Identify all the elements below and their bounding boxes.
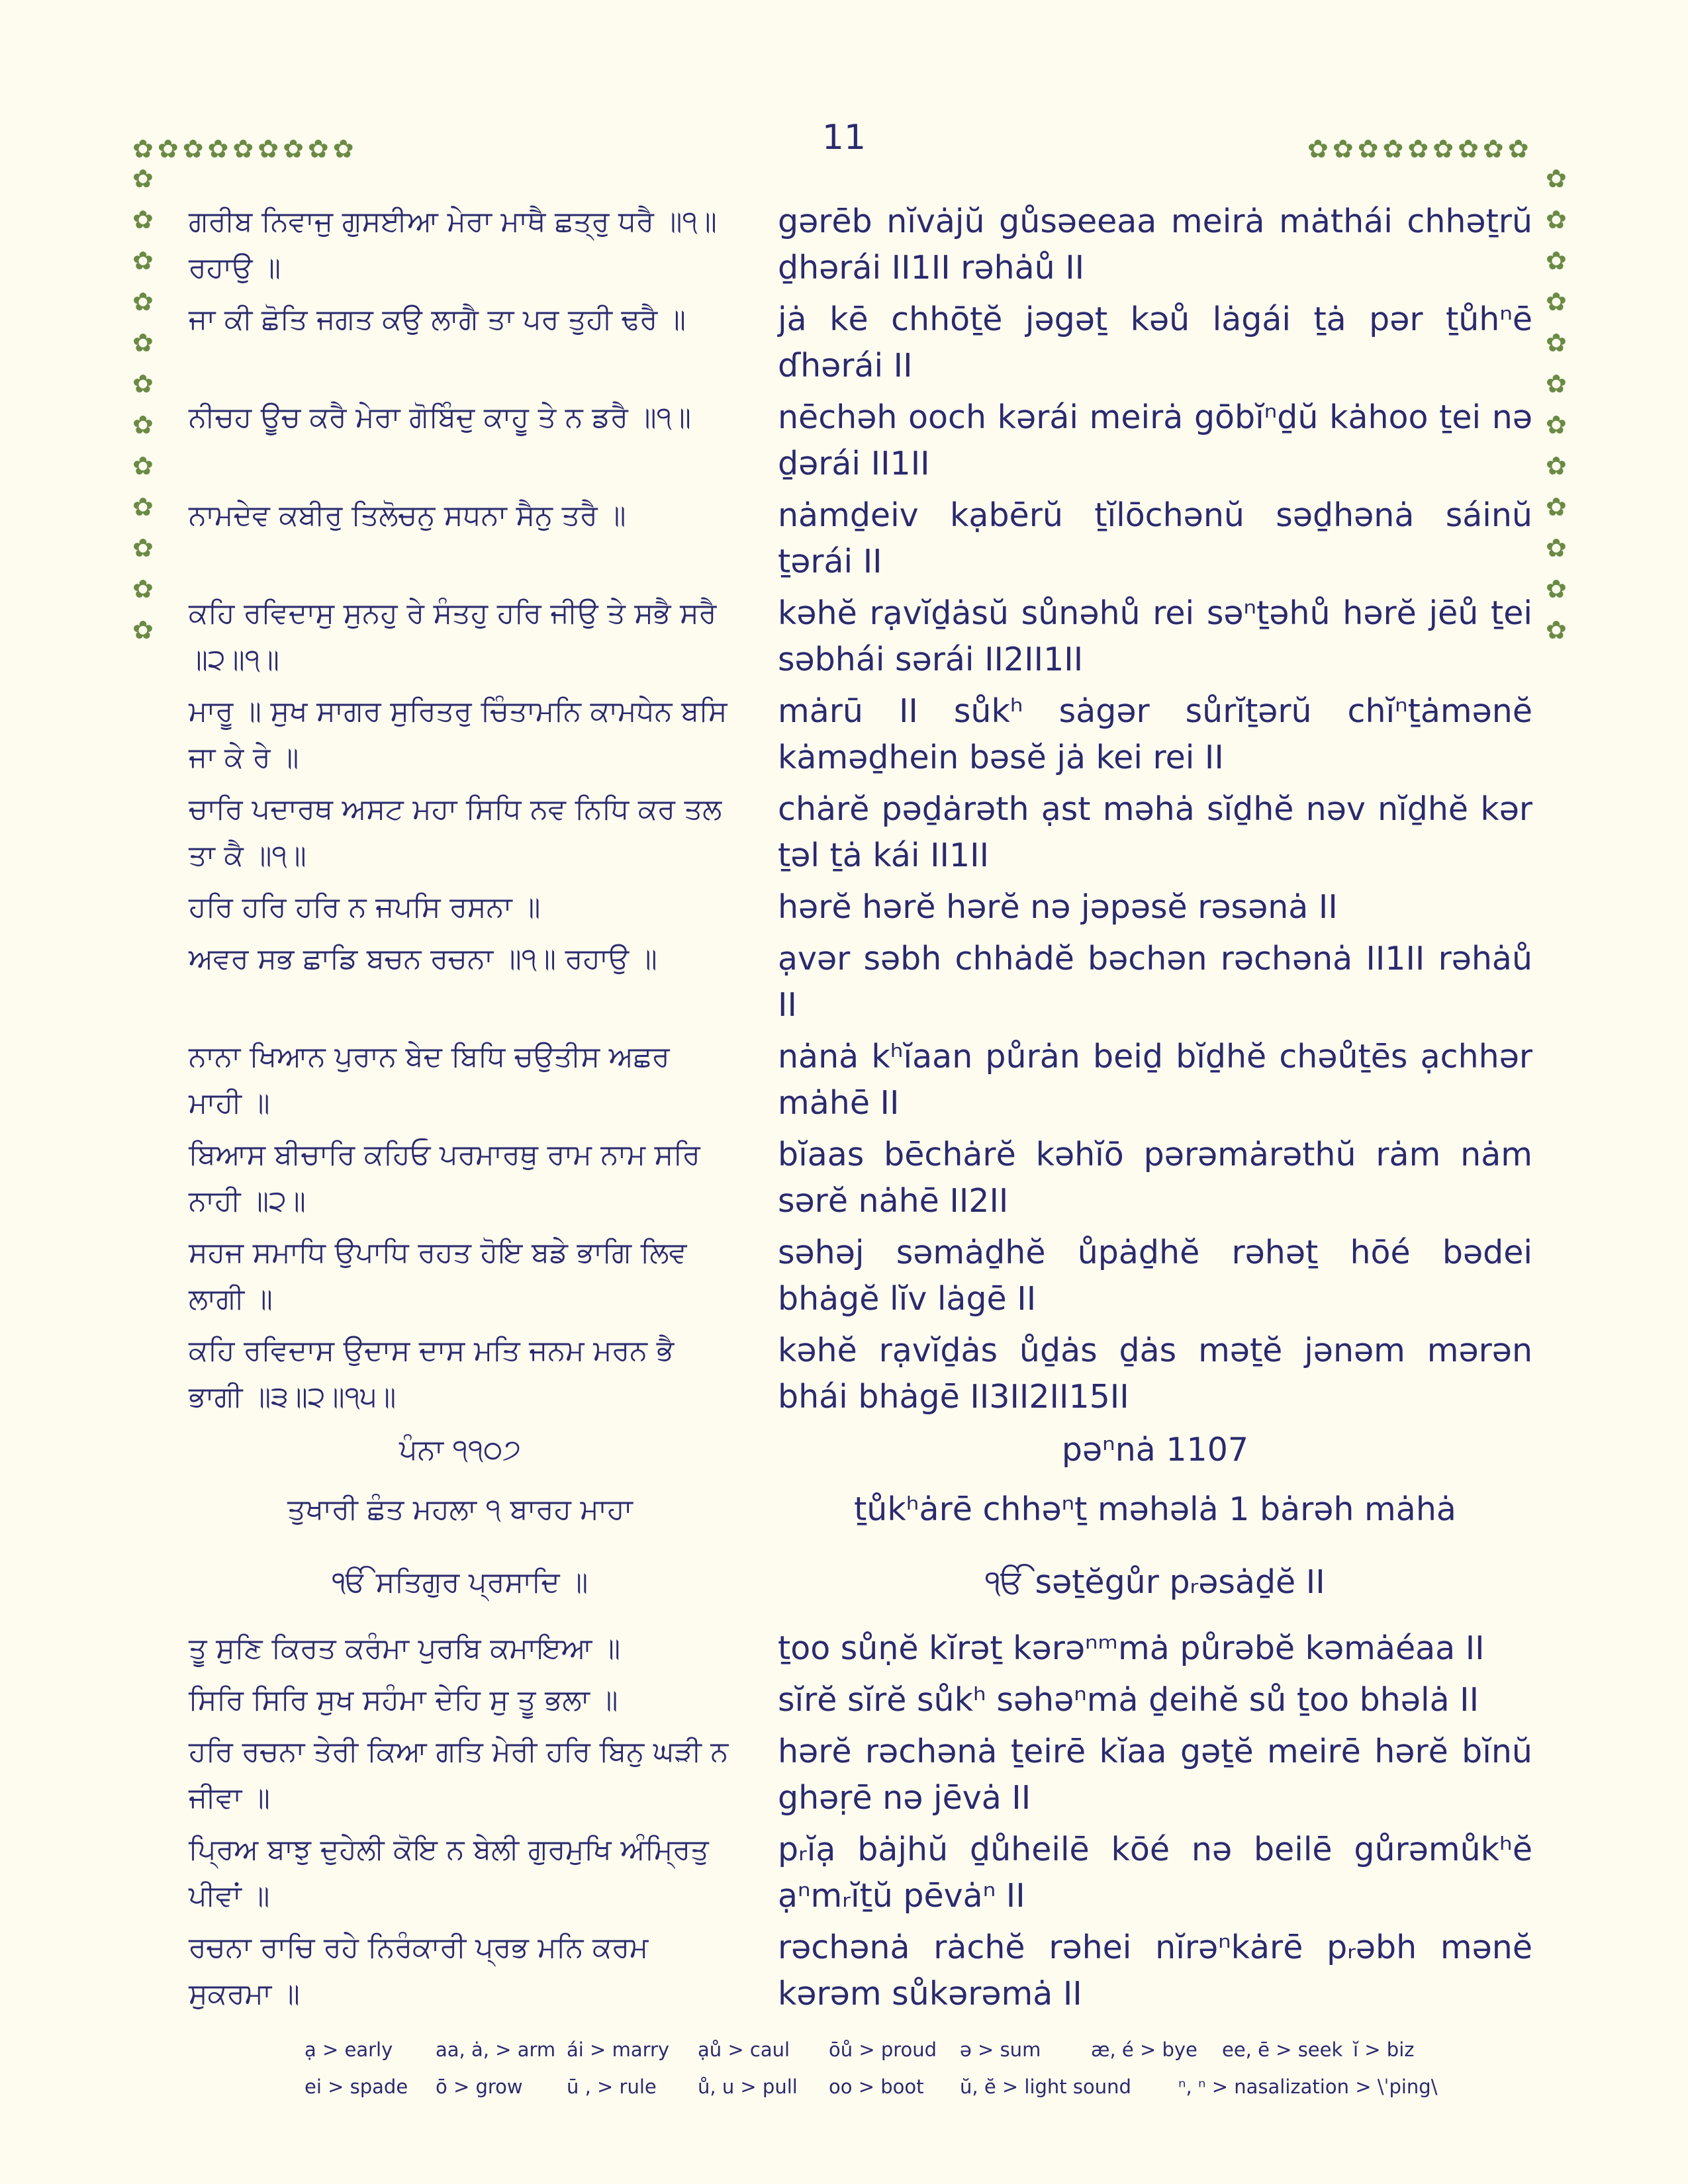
gurmukhi-line: ਹਰਿ ਰਚਨਾ ਤੇਰੀ ਕਿਆ ਗਤਿ ਮੇਰੀ ਹਰਿ ਬਿਨੁ ਘੜੀ ਨ ਜੀਵਾ ॥	[189, 1735, 729, 1815]
flower-icon: ✿	[258, 134, 279, 163]
legend-item: ⁿ, ⁿ > nasalization > \ˈping\	[1178, 2075, 1438, 2098]
verse-row	[189, 1729, 1532, 1821]
page-reference-row	[189, 1427, 1532, 1473]
gurmukhi-line: ਨਾਮਦੇਵ ਕਬੀਰੁ ਤਿਲੋਚਨੁ ਸਧਨਾ ਸੈਨੁ ਤਰੈ ॥	[189, 499, 626, 532]
transliteration-line: gərēb nĭvȧjŭ gůsəeeaa meirȧ mȧthái chhəṯrŭ ḏhərái II1II rəhȧů II	[778, 203, 1532, 287]
verse-row	[189, 786, 1532, 879]
transliteration-heading: ੴ səṯĕgůr pᵣəsȧḏĕ II	[985, 1563, 1325, 1601]
verse-row	[189, 1132, 1532, 1224]
legend-item: ə > sum	[960, 2038, 1041, 2061]
verse-row	[189, 492, 1532, 585]
flower-icon: ✿	[1546, 615, 1567, 645]
ornament-right-column	[1546, 165, 1567, 643]
flower-icon: ✿	[207, 134, 229, 163]
legend-item: ái > marry	[567, 2038, 670, 2061]
transliteration-line: rəchənȧ rȧchĕ rəhei nĭrəⁿkȧrē pᵣəbh mənĕ kərəm sůkərəmȧ II	[778, 1929, 1532, 2013]
legend-row	[305, 2038, 1496, 2061]
legend-item: oo > boot	[829, 2075, 924, 2098]
transliteration-line: nȧmḏeiv kạbērŭ ṯĭlōchənŭ səḏhənȧ sáinŭ ṯərái II	[778, 496, 1532, 580]
transliteration-line: hərĕ rəchənȧ ṯeirē kĭaa gəṯĕ meirē hərĕ bĭnŭ ghəṛē nə jēvȧ II	[778, 1733, 1532, 1817]
legend-item: ū , > rule	[567, 2075, 657, 2098]
flower-icon: ✿	[132, 451, 154, 480]
legend-item: ōů > proud	[829, 2038, 937, 2061]
gurmukhi-line: ਨਾਨਾ ਖਿਆਨ ਪੁਰਾਨ ਬੇਦ ਬਿਧਿ ਚਉਤੀਸ ਅਛਰ ਮਾਹੀ ॥	[189, 1040, 670, 1120]
flower-icon: ✿	[1546, 533, 1567, 563]
verse-row	[189, 1677, 1532, 1723]
flower-icon: ✿	[1546, 410, 1567, 439]
flower-icon: ✿	[182, 134, 204, 163]
transliteration-line: sĭrĕ sĭrĕ sůkʰ səhəⁿmȧ ḏeihĕ sů ṯoo bhəlȧ II	[778, 1681, 1479, 1719]
verse-row	[189, 1625, 1532, 1672]
gurmukhi-line: ਗਰੀਬ ਨਿਵਾਜੁ ਗੁਸਈਆ ਮੇਰਾ ਮਾਥੈ ਛਤ੍ਰੁ ਧਰੈ ॥੧॥ ਰਹਾਉ ॥	[189, 205, 717, 285]
flower-icon: ✿	[1332, 134, 1354, 163]
gurmukhi-line: ਕਹਿ ਰਵਿਦਾਸ ਉਦਾਸ ਦਾਸ ਮਤਿ ਜਨਮ ਮਰਨ ਭੈ ਭਾਗੀ ॥੩॥੨॥੧੫॥	[189, 1334, 675, 1414]
legend-item: aa, ȧ, > arm	[436, 2038, 556, 2061]
flower-icon: ✿	[132, 134, 154, 163]
flower-icon: ✿	[1432, 134, 1454, 163]
gurmukhi-heading: ੴ ਸਤਿਗੁਰ ਪ੍ਰਸਾਦਿ ॥	[332, 1566, 588, 1599]
transliteration-line: bĭaas bēchȧrĕ kəhĭō pərəmȧrəthŭ rȧm nȧm sərĕ nȧhē II2II	[778, 1136, 1532, 1220]
gurmukhi-line: ਚਾਰਿ ਪਦਾਰਥ ਅਸਟ ਮਹਾ ਸਿਧਿ ਨਵ ਨਿਧਿ ਕਰ ਤਲ ਤਾ ਕੈ ॥੧॥	[189, 793, 722, 872]
gurmukhi-line: ਮਾਰੂ ॥ ਸੁਖ ਸਾਗਰ ਸੁਰਿਤਰੁ ਚਿੰਤਾਮਨਿ ਕਾਮਧੇਨ ਬਸਿ ਜਾ ਕੇ ਰੇ ॥	[189, 695, 727, 774]
flower-icon: ✿	[1507, 134, 1529, 163]
transliteration-line: nȧnȧ kʰĭaan půrȧn beiḏ bĭḏhĕ chəůṯēs ạchhər mȧhē II	[778, 1038, 1532, 1122]
flower-icon: ✿	[332, 134, 354, 163]
gurmukhi-line: ਨੀਚਹ ਊਚ ਕਰੈ ਮੇਰਾ ਗੋਬਿੰਦੁ ਕਾਹੂ ਤੇ ਨ ਡਰੈ ॥੧॥	[189, 401, 691, 434]
gurmukhi-line: ਸਹਜ ਸਮਾਧਿ ਉਪਾਧਿ ਰਹਤ ਹੋਇ ਬਡੇ ਭਾਗਿ ਲਿਵ ਲਾਗੀ ॥	[189, 1236, 687, 1316]
flower-icon: ✿	[132, 492, 154, 522]
flower-icon: ✿	[1546, 492, 1567, 522]
transliteration-line: pᵣĭạ bȧjhŭ ḏůheilē kōé nə beilē gůrəmůkʰĕ ạⁿmᵣĭṯŭ pēvȧⁿ II	[778, 1831, 1532, 1915]
legend-item: ạů > caul	[698, 2038, 790, 2061]
transliteration-line: səhəj səmȧḏhĕ ůpȧḏhĕ rəhəṯ hōé bədei bhȧgĕ lĭv lȧgē II	[778, 1234, 1532, 1318]
flower-icon: ✿	[1382, 134, 1404, 163]
verse-row	[189, 1230, 1532, 1322]
verse-row	[189, 296, 1532, 389]
flower-icon: ✿	[132, 164, 154, 193]
gurmukhi-line: ਕਹਿ ਰਵਿਦਾਸੁ ਸੁਨਹੁ ਰੇ ਸੰਤਹੁ ਹਰਿ ਜੀਉ ਤੇ ਸਭੈ ਸਰੈ ॥੨॥੧॥	[189, 597, 717, 676]
flower-icon: ✿	[1546, 164, 1567, 193]
transliteration-line: chȧrĕ pəḏȧrəth ạst məhȧ sĭḏhĕ nəv nĭḏhĕ kər ṯəl ṯȧ kái II1II	[778, 790, 1532, 874]
verse-row	[189, 590, 1532, 683]
verse-content	[189, 199, 1532, 2023]
flower-icon: ✿	[1546, 451, 1567, 480]
flower-icon: ✿	[1357, 134, 1379, 163]
gurmukhi-line: ਅਵਰ ਸਭ ਛਾਡਿ ਬਚਨ ਰਚਨਾ ॥੧॥ ਰਹਾਉ ॥	[189, 942, 657, 976]
page-number: 11	[821, 118, 867, 158]
transliteration-line: nēchəh ooch kərái meirȧ gōbĭⁿḏŭ kȧhoo ṯei nə ḏərái II1II	[778, 398, 1532, 482]
verse-row	[189, 1925, 1532, 2017]
transliteration-line: kəhĕ rạvĭḏȧs ůḏȧs ḏȧs məṯĕ jənəm mərən bhái bhȧgē II3II2II15II	[778, 1332, 1532, 1416]
gurmukhi-heading: ਤੁਖਾਰੀ ਛੰਤ ਮਹਲਾ ੧ ਬਾਰਹ ਮਾਹਾ	[287, 1493, 633, 1526]
legend-row	[305, 2075, 1496, 2098]
flower-icon: ✿	[1546, 574, 1567, 604]
gurmukhi-line: ਹਰਿ ਹਰਿ ਹਰਿ ਨ ਜਪਸਿ ਰਸਨਾ ॥	[189, 891, 541, 924]
verse-row	[189, 199, 1532, 291]
section-title-row	[189, 1486, 1532, 1533]
legend-item: æ, é > bye	[1091, 2038, 1197, 2061]
verse-row	[189, 884, 1532, 931]
gurmukhi-line: ਬਿਆਸ ਬੀਚਾਰਿ ਕਹਿਓ ਪਰਮਾਰਥੁ ਰਾਮ ਨਾਮ ਸਰਿ ਨਾਹੀ ॥੨॥	[189, 1138, 700, 1218]
transliteration-line: mȧrū II sůkʰ sȧgər sůrĭṯərŭ chĭⁿṯȧmənĕ kȧməḏhein bəsĕ jȧ kei rei II	[778, 692, 1532, 776]
flower-icon: ✿	[132, 615, 154, 645]
verse-row	[189, 1034, 1532, 1126]
legend-item: ů, u > pull	[698, 2075, 798, 2098]
flower-icon: ✿	[1407, 134, 1429, 163]
flower-icon: ✿	[157, 134, 179, 163]
transliteration-line: kəhĕ rạvĭḏȧsŭ sůnəhů rei səⁿṯəhů hərĕ jēů ṯei səbhái sərái II2II1II	[778, 594, 1532, 678]
transliteration-line: ạvər səbh chhȧdĕ bəchən rəchənȧ II1II rəhȧů II	[778, 940, 1532, 1024]
transliteration-heading: ṯůkʰȧrē chhəⁿṯ məhəlȧ 1 bȧrəh mȧhȧ	[854, 1490, 1456, 1528]
gurmukhi-line: ਜਾ ਕੀ ਛੋਤਿ ਜਗਤ ਕਉ ਲਾਗੈ ਤਾ ਪਰ ਤੁਹੀ ਢਰੈ ॥	[189, 303, 686, 336]
verse-row	[189, 1328, 1532, 1420]
verse-row	[189, 688, 1532, 781]
flower-icon: ✿	[132, 328, 154, 357]
transliteration-heading: pəⁿnȧ 1107	[1061, 1431, 1249, 1469]
flower-icon: ✿	[1307, 134, 1329, 163]
ornament-top-right	[1307, 136, 1529, 162]
transliteration-line: jȧ kē chhōṯĕ jəgəṯ kəů lȧgái ṯȧ pər ṯůhⁿē ɗhərái II	[778, 300, 1532, 385]
flower-icon: ✿	[132, 287, 154, 316]
flower-icon: ✿	[283, 134, 304, 163]
legend-item: ee, ē > seek	[1222, 2038, 1343, 2061]
flower-icon: ✿	[1546, 328, 1567, 357]
ornament-top-left	[132, 136, 354, 162]
legend-item: ŭ, ĕ > light sound	[960, 2075, 1131, 2098]
legend-item: ei > spade	[305, 2075, 408, 2098]
transliteration-line: ṯoo sůṇĕ kĭrəṯ kərəⁿᵐmȧ půrəbĕ kəmȧéaa II	[778, 1629, 1485, 1667]
flower-icon: ✿	[1546, 205, 1567, 234]
gurmukhi-line: ਸਿਰਿ ਸਿਰਿ ਸੁਖ ਸਹੰਮਾ ਦੇਹਿ ਸੁ ਤੂ ਭਲਾ ॥	[189, 1684, 618, 1717]
flower-icon: ✿	[232, 134, 254, 163]
flower-icon: ✿	[1546, 246, 1567, 275]
flower-icon: ✿	[1546, 287, 1567, 316]
legend-item: ō > grow	[436, 2075, 523, 2098]
flower-icon: ✿	[132, 205, 154, 234]
legend-item: ạ > early	[305, 2038, 393, 2061]
flower-icon: ✿	[132, 246, 154, 275]
flower-icon: ✿	[1458, 134, 1479, 163]
flower-icon: ✿	[132, 574, 154, 604]
flower-icon: ✿	[1546, 369, 1567, 398]
flower-icon: ✿	[132, 369, 154, 398]
flower-icon: ✿	[132, 533, 154, 563]
gurmukhi-heading: ਪੰਨਾ ੧੧੦੭	[399, 1433, 521, 1467]
verse-row	[189, 394, 1532, 487]
flower-icon: ✿	[132, 410, 154, 439]
gurmukhi-line: ਰਚਨਾ ਰਾਚਿ ਰਹੇ ਨਿਰੰਕਾਰੀ ਪ੍ਰਭ ਮਨਿ ਕਰਮ ਸੁਕਰਮਾ ॥	[189, 1931, 649, 2011]
verse-row	[189, 1827, 1532, 1919]
flower-icon: ✿	[307, 134, 329, 163]
pronunciation-legend	[305, 2038, 1496, 2113]
flower-icon: ✿	[1482, 134, 1504, 163]
legend-item: ĭ > biz	[1353, 2038, 1415, 2061]
transliteration-line: hərĕ hərĕ hərĕ nə jəpəsĕ rəsənȧ II	[778, 888, 1338, 926]
verse-row	[189, 936, 1532, 1028]
ornament-left-column	[132, 165, 154, 643]
invocation-row	[189, 1559, 1532, 1606]
gurmukhi-line: ਤੂ ਸੁਣਿ ਕਿਰਤ ਕਰੰਮਾ ਪੁਰਬਿ ਕਮਾਇਆ ॥	[189, 1632, 621, 1665]
gurmukhi-line: ਪ੍ਰਿਅ ਬਾਝੁ ਦੁਹੇਲੀ ਕੋਇ ਨ ਬੇਲੀ ਗੁਰਮੁਖਿ ਅੰਮ੍ਰਿਤੁ ਪੀਵਾਂ ॥	[189, 1833, 709, 1913]
